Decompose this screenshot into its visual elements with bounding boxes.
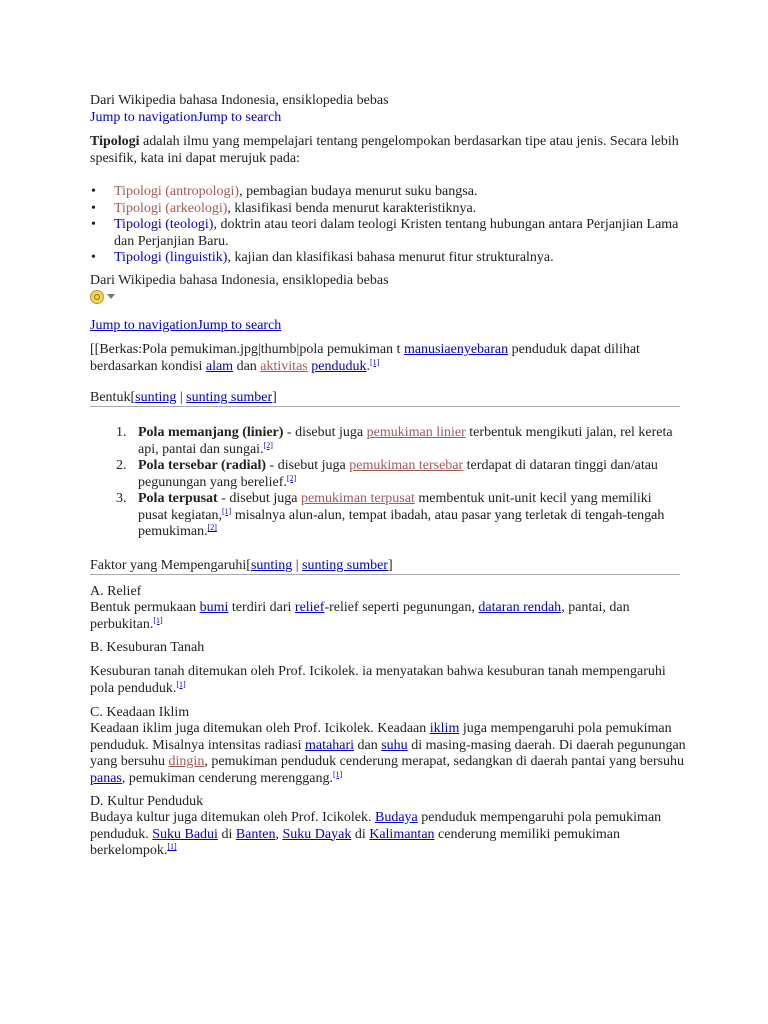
link-tipologi-teologi[interactable]: Tipologi (teologi) bbox=[114, 217, 214, 232]
section-heading-faktor bbox=[90, 558, 690, 575]
bracket: ] bbox=[387, 558, 393, 573]
text: Keadaan iklim juga ditemukan oleh Prof. Icikolek. Keadaan bbox=[90, 721, 430, 736]
relief-paragraph bbox=[90, 600, 640, 633]
section-title: Bentuk bbox=[90, 390, 131, 405]
relief-heading: A. Relief bbox=[90, 584, 142, 599]
section-title: Faktor yang Mempengaruhi bbox=[90, 558, 247, 573]
ref-link[interactable]: [2] bbox=[207, 523, 217, 532]
intro-term: Tipologi bbox=[90, 134, 140, 149]
bentuk-list bbox=[90, 425, 680, 541]
bullet-glyph: • bbox=[91, 184, 96, 199]
kesuburan-heading: B. Kesuburan Tanah bbox=[90, 640, 205, 655]
link-banten[interactable]: Banten bbox=[235, 826, 276, 842]
text: di bbox=[351, 826, 370, 842]
tipologi-list bbox=[90, 184, 690, 267]
link-suhu[interactable]: suhu bbox=[381, 737, 408, 753]
list-item bbox=[90, 201, 690, 218]
link-manusiaenyebaran[interactable]: manusiaenyebaran bbox=[403, 342, 509, 357]
ref-link[interactable]: [1] bbox=[369, 357, 380, 367]
ref-link[interactable]: [2] bbox=[286, 473, 297, 483]
item-number: 2. bbox=[116, 458, 127, 473]
iklim-paragraph bbox=[90, 721, 690, 787]
link-kalimantan[interactable]: Kalimantan bbox=[369, 826, 435, 842]
link-bumi[interactable]: bumi bbox=[199, 600, 229, 615]
section-heading-bentuk bbox=[90, 390, 690, 407]
iklim-heading: C. Keadaan Iklim bbox=[90, 705, 190, 720]
text: penduduk dapat dilihat berdasarkan kondisi bbox=[90, 342, 640, 374]
link-tipologi-arkeologi[interactable]: Tipologi (arkeologi) bbox=[114, 200, 228, 216]
link-suku-badui[interactable]: Suku Badui bbox=[152, 826, 218, 842]
bracket: [ bbox=[246, 558, 251, 573]
kultur-paragraph bbox=[90, 810, 675, 860]
text: cenderung memiliki pemukiman berkelompok. bbox=[90, 826, 620, 858]
item-number: 3. bbox=[116, 491, 127, 506]
kesuburan-paragraph bbox=[90, 664, 690, 697]
jump-to-search-link[interactable]: Jump to search bbox=[197, 318, 282, 333]
link-tipologi-antropologi[interactable]: Tipologi (antropologi) bbox=[114, 184, 240, 199]
text: - disebut juga bbox=[266, 458, 350, 473]
list-item bbox=[90, 491, 680, 541]
link-iklim[interactable]: iklim bbox=[429, 721, 460, 736]
jump-to-search-link[interactable]: Jump to search bbox=[197, 110, 282, 125]
text: terbentuk mengikuti jalan, rel kereta api, pantai dan sungai. bbox=[138, 425, 673, 457]
list-item-text: , klasifikasi benda menurut karakteristiknya. bbox=[227, 200, 477, 216]
text: -relief seperti pegunungan, bbox=[324, 600, 479, 615]
text: , pemukiman penduduk cenderung merapat, sedangkan di daerah pantai yang bersuhu bbox=[204, 754, 685, 769]
text: terdapat di dataran tinggi dan/atau pegunungan yang berelief. bbox=[138, 458, 658, 490]
ref-link[interactable]: [2] bbox=[263, 440, 273, 450]
list-item-text: , pembagian budaya menurut suku bangsa. bbox=[239, 184, 478, 199]
intro-text: adalah ilmu yang mempelajari tentang pengelompokan berdasarkan tipe atau jenis. Secara lebih spesifik, kata ini dapat merujuk pada: bbox=[90, 134, 679, 166]
emoji-dropdown[interactable] bbox=[90, 289, 690, 306]
ref-link[interactable]: [1] bbox=[332, 769, 343, 779]
text: Budaya kultur juga ditemukan oleh Prof. Icikolek. bbox=[90, 810, 375, 825]
bullet-glyph: • bbox=[91, 217, 96, 232]
list-item bbox=[90, 250, 690, 267]
list-item-text: , doktrin atau teori dalam teologi Kristen tentang hubungan antara Perjanjian Lama dan Perjanjian Baru. bbox=[114, 217, 679, 249]
link-penduduk[interactable]: penduduk bbox=[311, 358, 367, 374]
text: dan bbox=[354, 737, 382, 753]
section-divider bbox=[90, 406, 680, 407]
text: [[Berkas:Pola pemukiman.jpg|thumb|pola pemukiman t bbox=[90, 342, 404, 357]
link-dingin[interactable]: dingin bbox=[168, 754, 205, 769]
link-tipologi-linguistik[interactable]: Tipologi (linguistik) bbox=[114, 250, 228, 265]
text: juga mempengaruhi pola pemukiman penduduk. Misalnya intensitas radiasi bbox=[90, 721, 672, 753]
link-matahari[interactable]: matahari bbox=[305, 737, 355, 753]
link-aktivitas[interactable]: aktivitas bbox=[260, 358, 308, 374]
text: - disebut juga bbox=[217, 491, 301, 506]
separator: | bbox=[292, 558, 303, 573]
ref-link[interactable]: [1] bbox=[153, 615, 163, 625]
edit-link[interactable]: sunting bbox=[135, 390, 177, 405]
text: . bbox=[366, 358, 370, 374]
link-suku-dayak[interactable]: Suku Dayak bbox=[282, 826, 352, 842]
text: di masing-masing daerah. Di daerah pegunungan yang bersuhu bbox=[90, 737, 686, 769]
bracket: [ bbox=[130, 390, 136, 405]
smiley-face-icon[interactable] bbox=[90, 290, 104, 304]
jump-to-navigation-link[interactable]: Jump to navigation bbox=[90, 110, 198, 125]
text: , pantai, dan perbukitan. bbox=[90, 600, 630, 632]
ref-link[interactable]: [1] bbox=[167, 842, 177, 851]
text: Kesuburan tanah ditemukan oleh Prof. Icikolek. ia menyatakan bahwa kesuburan tanah mempengaruhi pola penduduk. bbox=[90, 664, 666, 696]
edit-source-link[interactable]: sunting sumber bbox=[302, 558, 388, 573]
item-title: Pola tersebar (radial) bbox=[138, 458, 267, 473]
link-pemukiman-linier[interactable]: pemukiman linier bbox=[366, 425, 466, 440]
text: penduduk mempengaruhi pola pemukiman penduduk. bbox=[90, 810, 662, 842]
text: Bentuk permukaan bbox=[90, 600, 200, 615]
caret-down-icon[interactable] bbox=[107, 294, 115, 299]
link-panas[interactable]: panas bbox=[90, 770, 122, 786]
bullet-glyph: • bbox=[91, 200, 96, 216]
bullet-glyph: • bbox=[91, 250, 96, 265]
text: , bbox=[275, 826, 283, 842]
separator: | bbox=[176, 390, 187, 405]
text: misalnya alun-alun, tempat ibadah, atau pasar yang terletak di tengah-tengah pemukiman. bbox=[138, 507, 665, 539]
list-item bbox=[90, 425, 680, 458]
text: dan bbox=[233, 358, 261, 374]
text: terdiri dari bbox=[228, 600, 295, 615]
bracket: ] bbox=[272, 390, 277, 405]
list-item bbox=[90, 458, 680, 491]
link-pemukiman-terpusat[interactable]: pemukiman terpusat bbox=[300, 491, 415, 506]
link-dataran-rendah[interactable]: dataran rendah bbox=[478, 600, 562, 615]
list-item bbox=[90, 184, 690, 201]
edit-link[interactable]: sunting bbox=[250, 558, 293, 573]
jump-to-navigation-link[interactable]: Jump to navigation bbox=[90, 318, 198, 333]
section-divider bbox=[90, 574, 680, 575]
item-title: Pola terpusat bbox=[138, 491, 218, 506]
ref-link[interactable]: [1] bbox=[176, 679, 186, 689]
ref-link[interactable]: [1] bbox=[221, 506, 232, 516]
list-item-text: , kajian dan klasifikasi bahasa menurut fitur strukturalnya. bbox=[227, 250, 554, 265]
kultur-heading: D. Kultur Penduduk bbox=[90, 794, 204, 809]
item-number: 1. bbox=[116, 425, 127, 440]
site-tagline-second: Dari Wikipedia bahasa Indonesia, ensiklopedia bebas bbox=[90, 273, 389, 288]
link-budaya[interactable]: Budaya bbox=[375, 810, 418, 825]
jump-links-top bbox=[90, 110, 690, 127]
link-pemukiman-tersebar[interactable]: pemukiman tersebar bbox=[349, 458, 464, 473]
berkas-paragraph bbox=[90, 342, 650, 375]
jump-links-second bbox=[90, 318, 690, 335]
link-alam[interactable]: alam bbox=[205, 358, 234, 374]
text: membentuk unit-unit kecil yang memiliki pusat kegiatan, bbox=[138, 491, 652, 523]
text: - disebut juga bbox=[283, 425, 367, 440]
list-item bbox=[90, 217, 690, 250]
link-relief[interactable]: relief bbox=[294, 600, 325, 615]
item-title: Pola memanjang (linier) bbox=[138, 425, 284, 440]
site-tagline: Dari Wikipedia bahasa Indonesia, ensiklopedia bebas bbox=[90, 93, 389, 108]
edit-source-link[interactable]: sunting sumber bbox=[186, 390, 273, 405]
text: di bbox=[217, 826, 236, 842]
text: , pemukiman cenderung merenggang. bbox=[121, 770, 333, 786]
intro-paragraph bbox=[90, 134, 690, 167]
